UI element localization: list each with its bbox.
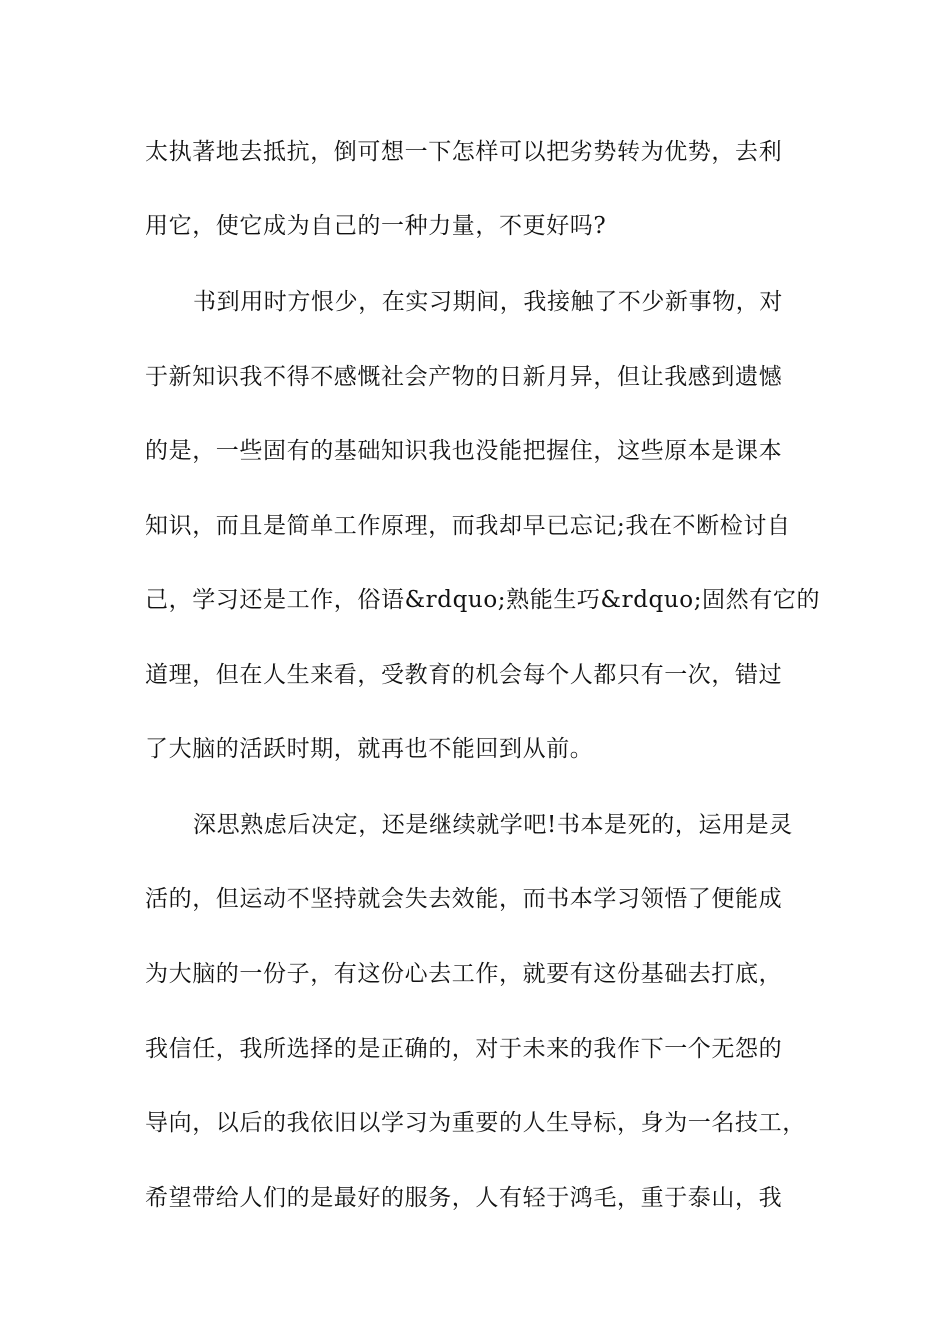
text-line-9: 了大脑的活跃时期，就再也不能回到从前。: [145, 736, 594, 762]
text-line-1: 太执著地去抵抗，倒可想一下怎样可以把劣势转为优势，去利: [145, 139, 783, 165]
text-line-8: 道理，但在人生来看，受教育的机会每个人都只有一次，错过: [145, 662, 783, 688]
text-line-2: 用它，使它成为自己的一种力量，不更好吗?: [145, 213, 607, 239]
text-line-4: 于新知识我不得不感慨社会产物的日新月异，但让我感到遗憾: [145, 364, 783, 390]
text-line-7: 己，学习还是工作，俗语&rdquo;熟能生巧&rdquo;固然有它的: [145, 587, 821, 613]
text-line-12: 为大脑的一份子，有这份心去工作，就要有这份基础去打底，: [145, 961, 783, 987]
text-line-3: 书到用时方恨少，在实习期间，我接触了不少新事物，对: [193, 289, 783, 315]
text-line-11: 活的，但运动不坚持就会失去效能，而书本学习领悟了便能成: [145, 886, 783, 912]
text-line-15: 希望带给人们的是最好的服务，人有轻于鸿毛，重于泰山，我: [145, 1185, 783, 1211]
text-line-5: 的是，一些固有的基础知识我也没能把握住，这些原本是课本: [145, 438, 783, 464]
text-line-10: 深思熟虑后决定，还是继续就学吧!书本是死的，运用是灵: [193, 812, 793, 838]
text-line-14: 导向，以后的我依旧以学习为重要的人生导标，身为一名技工，: [145, 1110, 806, 1136]
text-line-13: 我信任，我所选择的是正确的，对于未来的我作下一个无怨的: [145, 1036, 783, 1062]
text-line-6: 知识，而且是简单工作原理，而我却早已忘记;我在不断检讨自: [145, 513, 791, 539]
